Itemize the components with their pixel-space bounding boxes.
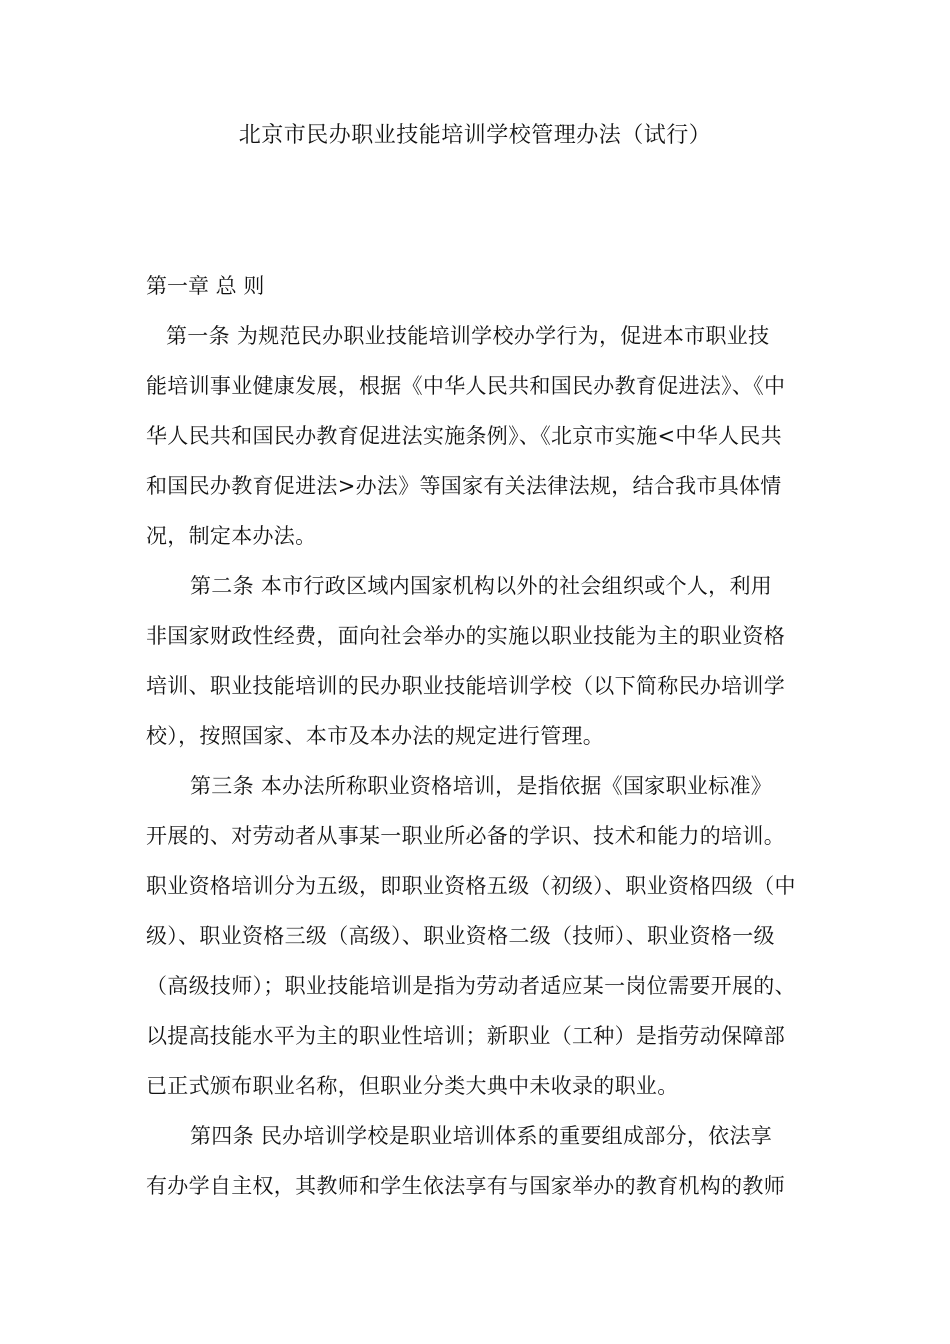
document-title: 北京市民办职业技能培训学校管理办法（试行） (238, 123, 712, 148)
article-1-line-1: 第一条 为规范民办职业技能培训学校办学行为，促进本市职业技 (166, 324, 770, 348)
article-4-line-2: 有办学自主权，其教师和学生依法享有与国家举办的教育机构的教师 (146, 1174, 785, 1198)
article-4-line-1: 第四条 民办培训学校是职业培训体系的重要组成部分，依法享 (190, 1124, 773, 1148)
document-body (146, 318, 826, 1218)
article-2-line-2: 非国家财政性经费，面向社会举办的实施以职业技能为主的职业资格 (146, 624, 785, 648)
article-1-line-5: 况，制定本办法。 (146, 524, 317, 548)
article-2-line-4: 校），按照国家、本市及本办法的规定进行管理。 (146, 724, 605, 748)
article-2-line-1: 第二条 本市行政区域内国家机构以外的社会组织或个人，利用 (190, 574, 773, 598)
article-3-line-4: 级）、职业资格三级（高级）、职业资格二级（技师）、职业资格一级 (146, 924, 775, 948)
article-1-line-4: 和国民办教育促进法>办法》等国家有关法律法规，结合我市具体情 (146, 474, 782, 498)
article-3-line-1: 第三条 本办法所称职业资格培训，是指依据《国家职业标准》 (190, 774, 773, 798)
article-1-line-3: 华人民共和国民办教育促进法实施条例》、《北京市实施<中华人民共 (146, 424, 782, 448)
chapter-heading: 第一章 总 则 (146, 274, 265, 298)
article-3-line-3: 职业资格培训分为五级，即职业资格五级（初级）、职业资格四级（中 (146, 874, 796, 898)
article-1-line-2: 能培训事业健康发展，根据《中华人民共和国民办教育促进法》、《中 (146, 374, 786, 398)
article-2-line-3: 培训、职业技能培训的民办职业技能培训学校（以下简称民办培训学 (146, 674, 785, 698)
article-3-line-6: 以提高技能水平为主的职业性培训；新职业（工种）是指劳动保障部 (146, 1024, 785, 1048)
article-3-line-7: 已正式颁布职业名称，但职业分类大典中未收录的职业。 (146, 1074, 679, 1098)
article-3-line-2: 开展的、对劳动者从事某一职业所必备的学识、技术和能力的培训。 (146, 824, 785, 848)
article-3-line-5: （高级技师）；职业技能培训是指为劳动者适应某一岗位需要开展的、 (146, 974, 796, 998)
